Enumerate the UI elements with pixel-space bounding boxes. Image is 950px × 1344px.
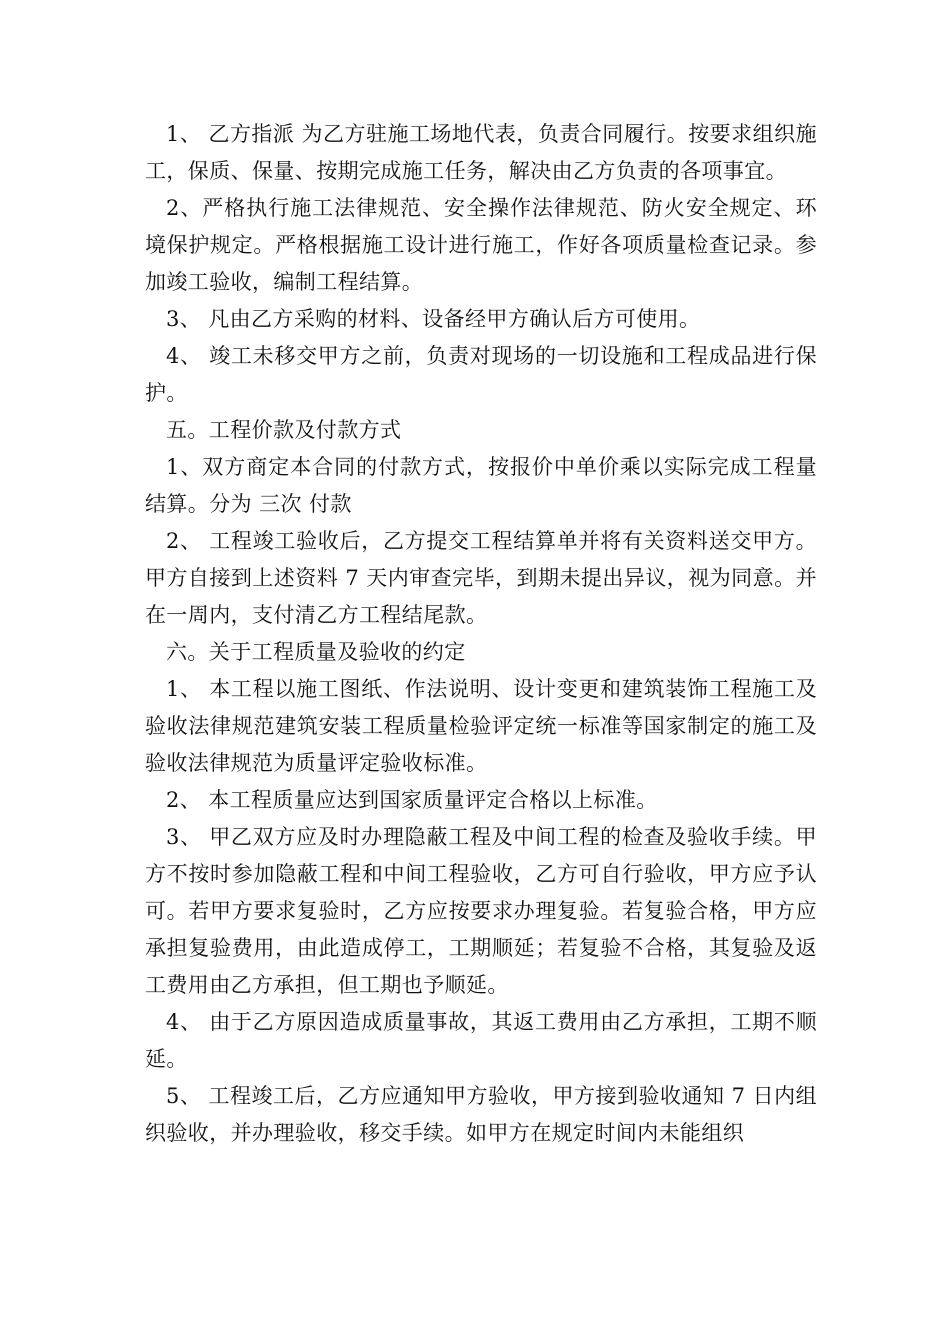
section-heading-6: 六。关于工程质量及验收的约定 bbox=[166, 640, 466, 664]
paragraph-quality-3: 3、 甲乙双方应及时办理隐蔽工程及中间工程的检查及验收手续。甲方不按时参加隐蔽工程和中间工程验收，乙方可自行验收，甲方应予认可。若甲方要求复验时，乙方应按要求办理复验。若复验合格，甲方应承担复验费用，由此造成停工，工期顺延；若复验不合格，其复验及返工费用由乙方承担，但工期也予顺延。 bbox=[145, 825, 817, 997]
paragraph-clause-4: 4、 竣工未移交甲方之前，负责对现场的一切设施和工程成品进行保护。 bbox=[145, 344, 817, 405]
paragraph-quality-2: 2、 本工程质量应达到国家质量评定合格以上标准。 bbox=[166, 788, 658, 812]
paragraph-clause-2: 2、严格执行施工法律规范、安全操作法律规范、防火安全规定、环境保护规定。严格根据施工设计进行施工，作好各项质量检查记录。参加竣工验收，编制工程结算。 bbox=[145, 196, 817, 294]
document-body bbox=[145, 116, 817, 1152]
section-heading-5: 五。工程价款及付款方式 bbox=[166, 418, 402, 442]
paragraph-quality-5: 5、 工程竣工后，乙方应通知甲方验收，甲方接到验收通知 7 日内组织验收，并办理验收，移交手续。如甲方在规定时间内未能组织 bbox=[145, 1084, 817, 1145]
paragraph-quality-1: 1、 本工程以施工图纸、作法说明、设计变更和建筑装饰工程施工及验收法律规范建筑安装工程质量检验评定统一标准等国家制定的施工及验收法律规范为质量评定验收标准。 bbox=[145, 677, 817, 775]
paragraph-payment-1: 1、双方商定本合同的付款方式，按报价中单价乘以实际完成工程量结算。分为 三次 付款 bbox=[145, 455, 817, 516]
paragraph-clause-1: 1、 乙方指派 为乙方驻施工场地代表，负责合同履行。按要求组织施工，保质、保量、按期完成施工任务，解决由乙方负责的各项事宜。 bbox=[145, 122, 817, 183]
paragraph-quality-4: 4、 由于乙方原因造成质量事故，其返工费用由乙方承担，工期不顺延。 bbox=[145, 1010, 817, 1071]
paragraph-clause-3: 3、 凡由乙方采购的材料、设备经甲方确认后方可使用。 bbox=[166, 307, 701, 331]
paragraph-payment-2: 2、 工程竣工验收后，乙方提交工程结算单并将有关资料送交甲方。甲方自接到上述资料 7 天内审查完毕，到期未提出异议，视为同意。并在一周内，支付清乙方工程结尾款。 bbox=[145, 529, 817, 627]
